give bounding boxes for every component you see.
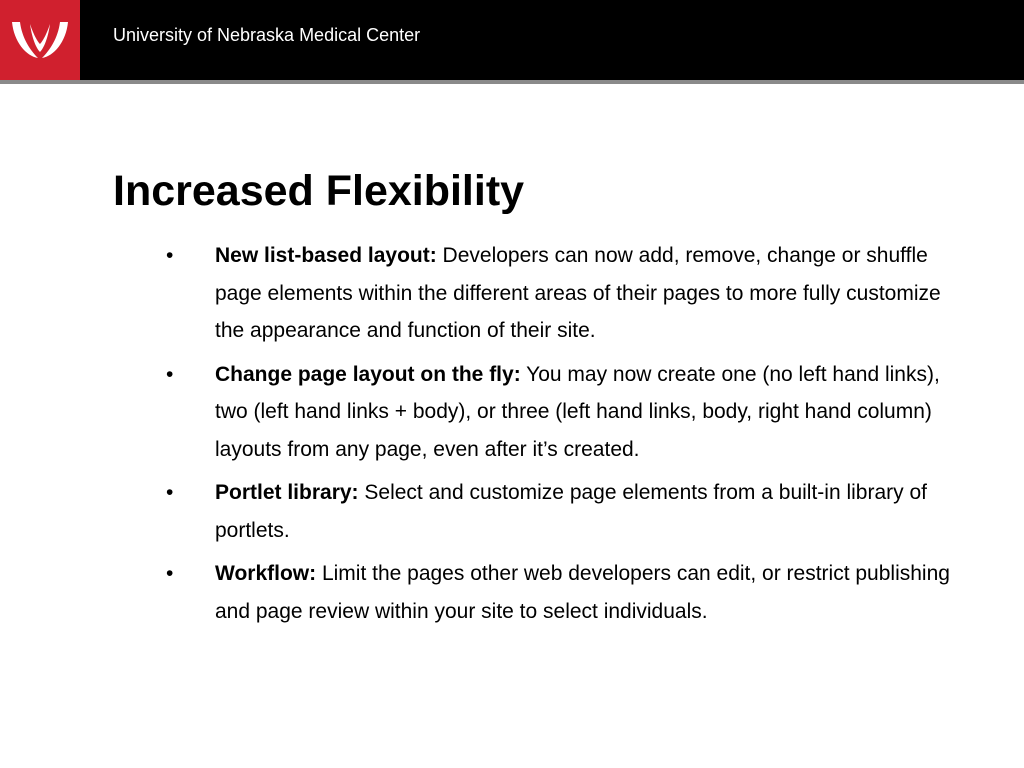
bullet-item (166, 237, 966, 350)
bullet-term: Portlet library: (215, 481, 359, 504)
unmc-logo-icon (8, 20, 72, 60)
bullet-term: Change page layout on the fly: (215, 362, 521, 386)
header-divider (0, 80, 1024, 84)
bullet-text: Limit the pages other web developers can edit, or restrict publishing and page review within your site to select individuals. (215, 562, 950, 623)
bullet-text: Developers can now add, remove, change or shuffle page elements within the different areas of their pages to more fully customize the appearance and function of their site. (215, 244, 941, 342)
bullet-marker: • (166, 562, 174, 585)
organization-name: University of Nebraska Medical Center (113, 25, 421, 45)
bullet-text: Select and customize page elements from a built-in library of portlets. (215, 481, 927, 542)
bullet-marker: • (166, 244, 174, 267)
unmc-logo (0, 0, 80, 80)
bullet-item (166, 474, 966, 549)
bullet-text: You may now create one (no left hand links), two (left hand links + body), or three (left hand links, body, right hand column) layouts from any page, even after it’s created. (215, 362, 940, 461)
bullet-term: Workflow: (215, 562, 317, 585)
bullet-term: New list-based layout: (215, 244, 437, 267)
bullet-marker: • (166, 481, 174, 504)
bullet-item (166, 356, 966, 469)
slide-title: Increased Flexibility (113, 167, 525, 215)
bullet-marker: • (166, 362, 174, 386)
bullet-item (166, 555, 966, 630)
bullet-list (166, 237, 966, 636)
header-bar (0, 0, 1024, 80)
